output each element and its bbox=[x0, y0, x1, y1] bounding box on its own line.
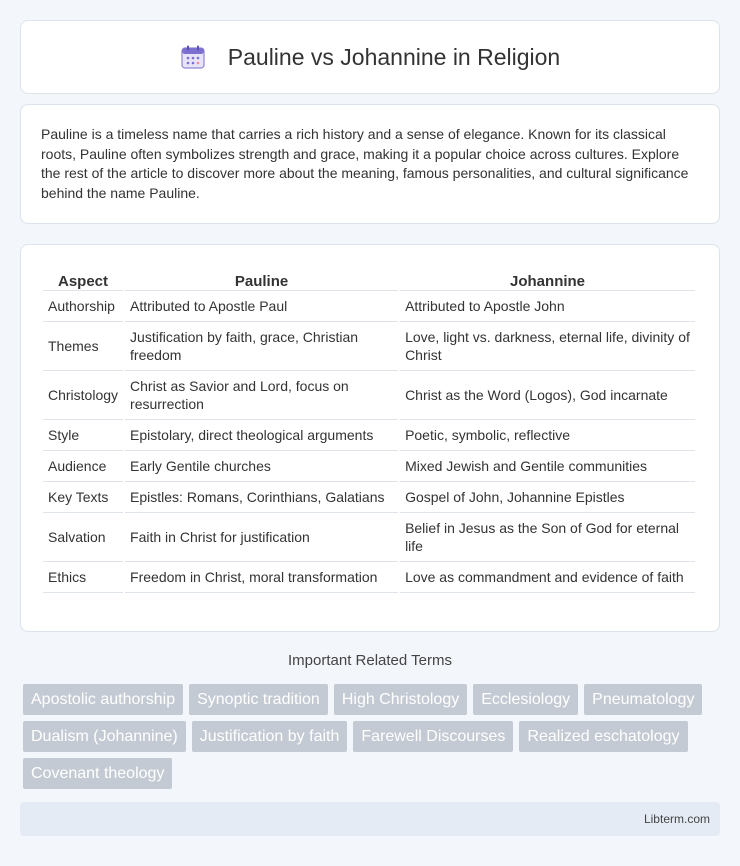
intro-text: Pauline is a timeless name that carries a rich history and a sense of elegance. Known for its classical roots, Pauline often symbolizes strength and grace, making it a popular choice across cultures. Explore the rest of the article to discover more about the meaning, famous personalities, and cultural significance behind the name Pauline. bbox=[41, 126, 689, 201]
table-row bbox=[43, 321, 695, 370]
table-cell-johannine: Mixed Jewish and Gentile communities bbox=[400, 450, 695, 481]
related-term-tag[interactable]: Realized eschatology bbox=[519, 721, 687, 752]
table-row bbox=[43, 290, 695, 321]
footer-brand-link[interactable]: Libterm.com bbox=[643, 812, 710, 826]
page-title: Pauline vs Johannine in Religion bbox=[227, 43, 561, 70]
table-cell-pauline: Freedom in Christ, moral transformation bbox=[125, 561, 398, 593]
calendar-icon bbox=[180, 44, 206, 70]
related-term-tag[interactable]: Justification by faith bbox=[192, 721, 348, 752]
related-term-tag[interactable]: Farewell Discourses bbox=[353, 721, 513, 752]
comparison-table-card bbox=[20, 244, 720, 632]
table-cell-aspect: Themes bbox=[43, 321, 123, 370]
table-row bbox=[43, 370, 695, 419]
header-card bbox=[20, 20, 720, 94]
related-term-tag[interactable]: Ecclesiology bbox=[473, 684, 578, 715]
table-row bbox=[43, 419, 695, 450]
table-cell-aspect: Key Texts bbox=[43, 481, 123, 512]
header-pauline: Pauline bbox=[234, 273, 289, 290]
table-cell-pauline: Attributed to Apostle Paul bbox=[125, 290, 398, 321]
table-cell-pauline: Early Gentile churches bbox=[125, 450, 398, 481]
header-johannine: Johannine bbox=[510, 273, 586, 290]
table-cell-johannine: Love as commandment and evidence of faith bbox=[400, 561, 695, 593]
related-terms-list bbox=[23, 684, 723, 795]
header-aspect: Aspect bbox=[58, 273, 109, 290]
table-cell-aspect: Christology bbox=[43, 370, 123, 419]
table-cell-johannine: Love, light vs. darkness, eternal life, divinity of Christ bbox=[400, 321, 695, 370]
table-cell-aspect: Ethics bbox=[43, 561, 123, 593]
table-cell-pauline: Epistles: Romans, Corinthians, Galatians bbox=[125, 481, 398, 512]
table-row bbox=[43, 512, 695, 561]
related-term-tag[interactable]: Apostolic authorship bbox=[23, 684, 183, 715]
table-cell-johannine: Christ as the Word (Logos), God incarnate bbox=[400, 370, 695, 419]
comparison-table bbox=[41, 266, 697, 593]
table-cell-pauline: Justification by faith, grace, Christian freedom bbox=[125, 321, 398, 370]
table-cell-pauline: Faith in Christ for justification bbox=[125, 512, 398, 561]
table-header-row bbox=[43, 266, 695, 290]
related-terms-title: Important Related Terms bbox=[288, 652, 452, 669]
related-term-tag[interactable]: Pneumatology bbox=[584, 684, 702, 715]
footer bbox=[20, 802, 720, 836]
table-cell-aspect: Style bbox=[43, 419, 123, 450]
table-cell-aspect: Audience bbox=[43, 450, 123, 481]
table-row bbox=[43, 450, 695, 481]
table-cell-johannine: Belief in Jesus as the Son of God for eternal life bbox=[400, 512, 695, 561]
table-cell-johannine: Poetic, symbolic, reflective bbox=[400, 419, 695, 450]
table-cell-aspect: Salvation bbox=[43, 512, 123, 561]
intro-card bbox=[20, 104, 720, 224]
table-row bbox=[43, 561, 695, 593]
table-row bbox=[43, 481, 695, 512]
table-cell-johannine: Gospel of John, Johannine Epistles bbox=[400, 481, 695, 512]
table-cell-pauline: Christ as Savior and Lord, focus on resurrection bbox=[125, 370, 398, 419]
related-term-tag[interactable]: Synoptic tradition bbox=[189, 684, 328, 715]
related-term-tag[interactable]: Dualism (Johannine) bbox=[23, 721, 186, 752]
table-cell-pauline: Epistolary, direct theological arguments bbox=[125, 419, 398, 450]
table-cell-aspect: Authorship bbox=[43, 290, 123, 321]
related-term-tag[interactable]: High Christology bbox=[334, 684, 467, 715]
related-term-tag[interactable]: Covenant theology bbox=[23, 758, 172, 789]
table-cell-johannine: Attributed to Apostle John bbox=[400, 290, 695, 321]
